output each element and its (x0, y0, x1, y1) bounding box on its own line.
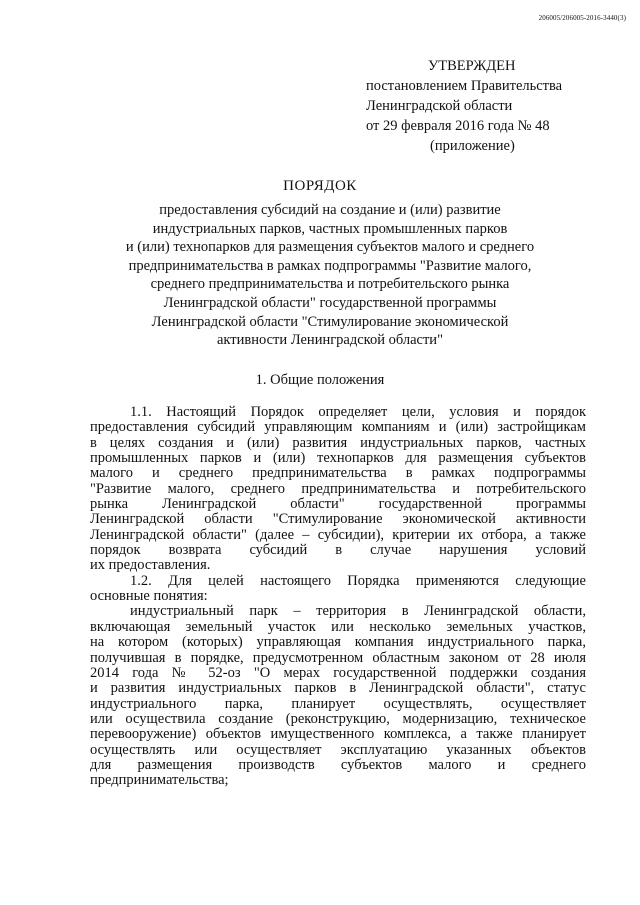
approval-line: Ленинградской области (366, 98, 513, 114)
body-line: на котором (которых) управляющая компания индустриального парка, (90, 634, 586, 651)
body-line: основные понятия: (90, 588, 208, 605)
body-line: их предоставления. (90, 557, 211, 574)
body-line: в целях создания и (или) развития индустриальных парков, частных (90, 434, 586, 451)
body-line: 2014 года № 52-оз "О мерах государственной поддержки создания (90, 664, 586, 681)
body-line: или осуществила создание (реконструкцию, модернизацию, техническое (90, 710, 586, 727)
body-line: "Развитие малого, среднего предпринимательства и потребительского (90, 480, 586, 497)
body-line: и развития индустриальных парков в Ленинградской области", статус (90, 680, 586, 697)
document-subtitle (80, 201, 580, 350)
body-line: 1.2. Для целей настоящего Порядка применяются следующие (130, 572, 586, 589)
body-line: промышленных парков и (или) технопарков для размещения субъектов (90, 450, 586, 467)
body-line: рынка Ленинградской области" государственной программы (90, 496, 586, 513)
subtitle-line: активности Ленинградской области" (217, 332, 443, 349)
subtitle-line: и (или) технопарков для размещения субъектов малого и среднего (125, 239, 535, 256)
subtitle-line: индустриальных парков, частных промышленных парков (152, 220, 508, 237)
body-line: Ленинградской области "Стимулирование экономической активности (90, 511, 586, 528)
body-line: предпринимательства; (90, 772, 229, 789)
document-title: ПОРЯДОК (283, 178, 357, 194)
subtitle-line: Ленинградской области" государственной программы (163, 294, 497, 311)
subtitle-line: среднего предпринимательства и потребительского рынка (150, 276, 510, 293)
document-body (90, 405, 586, 789)
subtitle-line: Ленинградской области "Стимулирование экономической (151, 313, 509, 330)
approval-stamp (366, 56, 562, 156)
body-line: перевооружение) объектов имущественного комплекса, а также планирует (90, 726, 586, 743)
document-id: 206005/206005-2016-3440(3) (538, 14, 626, 22)
approved-label: УТВЕРЖДЕН (428, 58, 516, 74)
section-heading: 1. Общие положения (255, 372, 385, 388)
approval-line: постановлением Правительства (366, 78, 563, 94)
subtitle-line: предпринимательства в рамках подпрограммы "Развитие малого, (128, 257, 532, 274)
body-line: получившая в порядке, предусмотренном областным законом от 28 июля (90, 649, 586, 666)
body-line: порядок возврата субсидий в случае нарушения условий (90, 542, 586, 559)
body-line: предоставления субсидий управляющим компаниям и (или) застройщикам (90, 419, 586, 436)
appendix-label: (приложение) (430, 138, 515, 154)
body-line: 1.1. Настоящий Порядок определяет цели, условия и порядок (130, 404, 586, 420)
body-line: для размещения производств субъектов малого и среднего (90, 756, 586, 773)
body-line: Ленинградской области" (далее – субсидии), критерии их отбора, а также (90, 526, 586, 543)
body-line: малого и среднего предпринимательства в рамках подпрограммы (90, 465, 586, 482)
subtitle-line: предоставления субсидий на создание и (или) развитие (159, 202, 501, 218)
body-line: осуществлять или осуществляет эксплуатацию указанных объектов (90, 741, 586, 758)
body-line: включающая земельный участок или несколько земельных участков, (90, 618, 586, 635)
body-line: индустриального парка, планирует осуществлять, осуществляет (90, 695, 586, 712)
body-line: индустриальный парк – территория в Ленинградской области, (130, 603, 586, 620)
approval-line: от 29 февраля 2016 года № 48 (366, 118, 550, 134)
